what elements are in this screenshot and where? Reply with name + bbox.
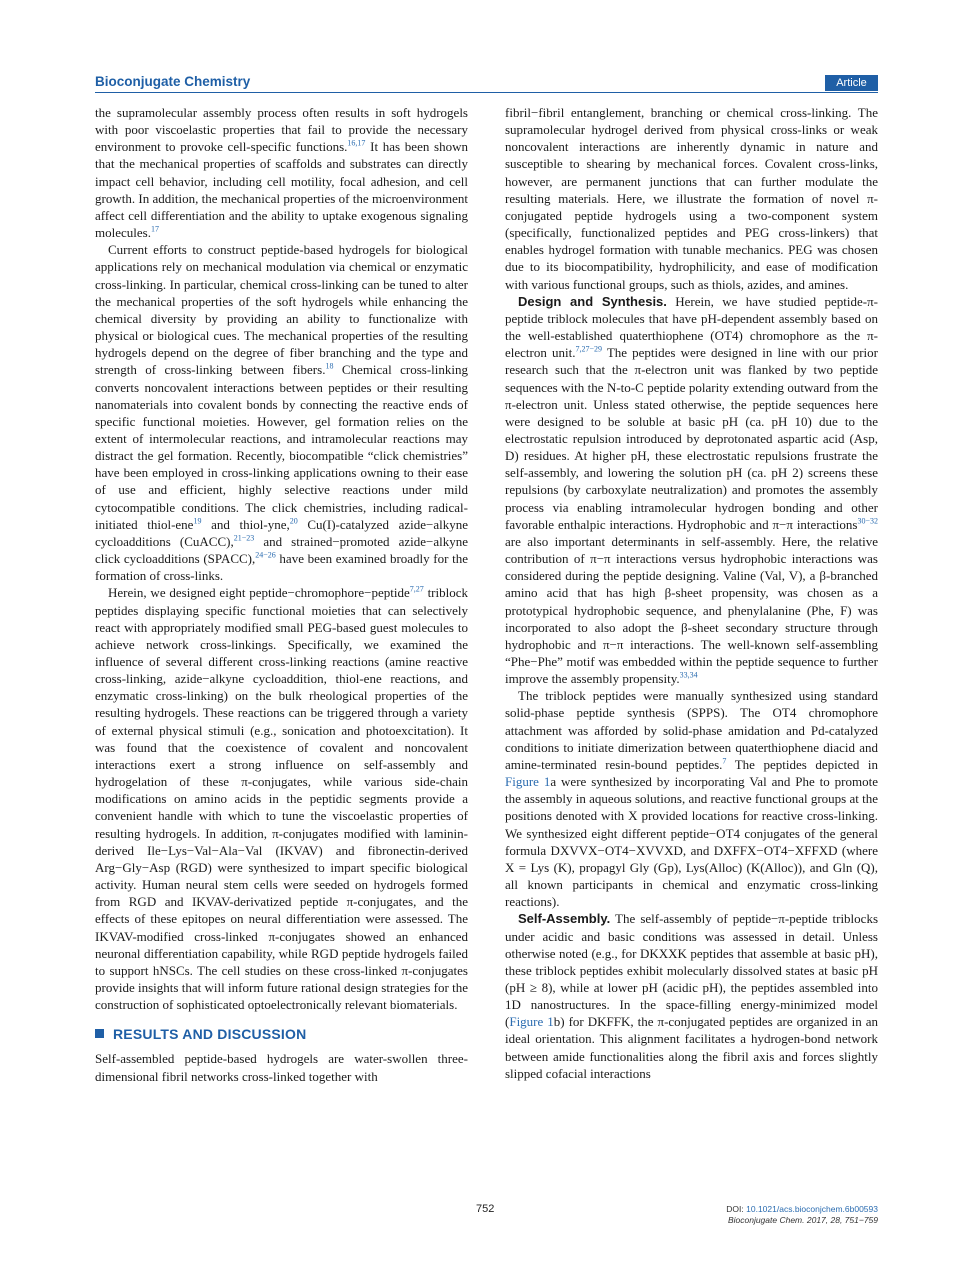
paragraph: Current efforts to construct peptide-based hydrogels for biological applications rely on mechanical modulation via chemical or enzymatic cross-linking. In particular, chemical cross-linking can be tuned to alter the mechanical properties of the soft hydrogels while enhancing the chemical diversity by providing an ability to functionalize with physical or biological cues. The mechanical properties of the resulting hydrogels depend on the degree of fiber branching and the type and strength of cross-linking between fibers.$^{18}$ Chemical cross-linking converts noncovalent interactions between peptides or their resulting nanomaterials into covalent bonds by connecting the reactive ends of specific functional moieties. However, gel formation relies on the extent of intermolecular reactions, and intramolecular reactions may distract the gel formation. Recently, biocompatible “click chemistries” have been employed in cross-linking applications owning to their ease of use and efficient, highly selective reactions under mild cytocompatible conditions. The click chemistries, including radical-initiated thiol-ene$^{19}$ and thiol-yne,$^{20}$ Cu(I)-catalyzed azide−alkyne cycloadditions (CuACC),$^{21-23}$ and strained−promoted azide−alkyne click cycloadditions (SPACC),$^{24-26}$ have been examined broadly for the formation of cross-links. xyxy=(95,242,469,584)
subsection-heading: Self-Assembly. xyxy=(518,911,611,927)
doi-block: DOI: 10.1021/acs.bioconjchem.6b00593 Bioconjugate Chem. 2017, 28, 751−759 xyxy=(726,1204,878,1225)
paragraph: Self-Assembly. The self-assembly of peptide−π-peptide triblocks under acidic and basic conditions was assessed in detail. Unless otherwise noted (e.g., for DKXXK peptides that assemble at basic pH), these triblock peptides exhibit molecularly dissolved states at basic pH (pH ≥ 8), while at lower pH (acidic pH), the peptides assembled into 1D nanostructures. In the space-filling energy-minimized model (Figure 1b) for DKFFK, the π-conjugated peptides are organized in an ideal orientation. This alignment facilitates a hydrogen-bond network between amide functionalities along the fibril axis and forces slightly slipped cofacial interactions xyxy=(505,911,878,1081)
reference-link[interactable]: 30−32 xyxy=(857,516,878,526)
figure-link[interactable]: Figure 1 xyxy=(509,1014,554,1030)
reference-link[interactable]: 24−26 xyxy=(255,550,276,560)
paragraph: Self-assembled peptide-based hydrogels are water-swollen three-dimensional fibril networks cross-linked together with xyxy=(95,1051,468,1084)
reference-link[interactable]: 33,34 xyxy=(679,670,698,680)
article-type-badge: Article xyxy=(825,75,878,91)
reference-link[interactable]: 17 xyxy=(150,224,159,234)
reference-link[interactable]: 18 xyxy=(325,362,334,372)
left-column xyxy=(95,104,468,1085)
paragraph: Herein, we designed eight peptide−chromophore−peptide$^{7,27}$ triblock peptides displaying specific functional moieties that can selectively react with appropriately modified small PEG-based guest molecules to achieve network cross-linkings. Specifically, we examined the influence of several different cross-linking reactions (amine reactive cross-linking, azide−alkyne cycloaddition, thiol-ene reactions, and enzymatic cross-linking) on the bulk rheological properties of the resulting hydrogels. These reactions can be triggered through a variety of external physical stimuli (e.g., sonication and photoexcitation). It was found that the coexistence of covalent and noncovalent interactions exert a strong influence on self-assembly and hydrogelation of these π-conjugates, while various side-chain modifications on amino acids in the peptidic segments provide a convenient handle with which to tune the viscoelastic properties of resulting hydrogels. In addition, π-conjugates modified with laminin-derived Ile−Lys−Val−Ala−Val (IKVAV) and fibronectin-derived Arg−Gly−Asp (RGD) were synthesized to impart specific biological activity. Human neural stem cells were seeded on hydrogels formed from RGD and IKVAV-derivatized peptide π-conjugates, and the effects of these epitopes on neural differentiation were assessed. The IKVAV-modified cross-linked π-conjugates showed an enhanced neuronal differentiation capability, while RGD peptide hydrogels failed to support hNSCs. The cell studies on these cross-linked π-conjugates provide insights that will inform future rational design strategies for the construction of sophisticated optoelectronically relevant biomaterials. xyxy=(95,585,469,1013)
reference-link[interactable]: 16,17 xyxy=(347,138,366,148)
reference-link[interactable]: 7,27−29 xyxy=(575,344,602,354)
reference-link[interactable]: 19 xyxy=(193,516,202,526)
figure-link[interactable]: Figure 1 xyxy=(505,774,551,790)
doi-link[interactable]: 10.1021/acs.bioconjchem.6b00593 xyxy=(746,1204,878,1214)
subsection-heading: Design and Synthesis. xyxy=(518,293,667,309)
reference-link[interactable]: 21−23 xyxy=(233,533,255,543)
section-heading: RESULTS AND DISCUSSION xyxy=(95,1026,468,1043)
header-rule xyxy=(95,92,878,93)
paragraph: Design and Synthesis. Herein, we have studied peptide-π-peptide triblock molecules that have pH-dependent assembly based on the well-established quaterthiophene (OT4) chromophore as the π-electron unit.$^{7,27-29}$ The peptides were designed in line with our prior research such that the π-electron unit was flanked by two peptide sequences with the N-to-C peptide polarity extending outward from the π-electron unit. Unless stated otherwise, the peptide sequences here were designed to be soluble at basic pH (ca. pH 10) due to the electrostatic repulsion introduced by deprotonated aspartic acid (Asp, D) residues. At higher pH, these electrostatic repulsions frustrate the self-assembly, and lowering the solution pH (ca. pH 2) screens these repulsions (by carboxylate neutralization) and promotes the assembly process via enabling intramolecular hydrogen bonding and other favorable enthalpic interactions. Hydrophobic and π−π interactions$^{30-32}$ are also important determinants in self-assembly. Here, the relative contribution of π−π interactions versus hydrophobic interactions was considered during the peptide designing. Valine (Val, V), a β-branched amino acid that has high β-sheet propensity, was chosen as a prototypical hydrophobic sequence, and phenylalanine (Phe, F) was incorporated to also adopt the β-sheet secondary structure through hydrophobic and π−π interactions. The well-known self-assembling “Phe−Phe” motif was embedded within the peptide sequence to further improve the assembly propensity.$^{33,34}$ xyxy=(505,293,879,687)
page-number: 752 xyxy=(476,1203,495,1215)
citation: Bioconjugate Chem. 2017, 28, 751−759 xyxy=(727,1214,878,1225)
reference-link[interactable]: 7,27 xyxy=(409,585,424,595)
paragraph: The triblock peptides were manually synthesized using standard solid-phase peptide synthesis (SPPS). The OT4 chromophore attachment was afforded by solid-phase amidation and Pd-catalyzed conditions to initiate dimerization between quaterthiophene diacid and amine-terminated resin-bound peptides.$^7$ The peptides depicted in Figure 1a were synthesized by incorporating Val and Phe to promote the assembly in aqueous solutions, and reactive functional groups at the positions denoted with X provided locations for reactive cross-linking. We synthesized eight different peptide−OT4 conjugates of the general formula DXVVX−OT4−XVVXD, and DXFFX−OT4−XFFXD (where X = Lys (K), propagyl Gly (Gp), Lys(Alloc) (K(Alloc)), and Gln (Q), all known participants in chemical and enzymatic cross-linking reactions). xyxy=(505,688,878,910)
reference-link[interactable]: 7 xyxy=(722,756,727,766)
reference-link[interactable]: 20 xyxy=(289,516,298,526)
paragraph: fibril−fibril entanglement, branching or chemical cross-linking. The supramolecular hydrogel derived from physical cross-links or weak noncovalent interactions are inherently dynamic in nature and susceptible to shearing by mechanical forces. Covalent cross-links, however, are permanent junctions that can further modulate the resulting materials. Here, we illustrate the formation of novel π-conjugated peptide hydrogels using a two-component system (specifically, functionalized peptides and PEG cross-linkers) that enables hydrogel formation with tunable mechanics. PEG was chosen due to its biocompatibility, hydrophilicity, and ease of modification with various functional groups, such as thiols, azides, and amines. xyxy=(505,105,878,292)
right-column xyxy=(505,104,878,1082)
square-bullet-icon xyxy=(95,1029,104,1038)
journal-title: Bioconjugate Chemistry xyxy=(95,74,251,89)
paragraph: the supramolecular assembly process often results in soft hydrogels with poor viscoelastic properties that fail to provide the necessary environment to provoke cell-specific functions.$^{16,17}$ It has been shown that the mechanical properties of scaffolds and substrates can directly impact cell behavior, including cell motility, focal adhesion, and cell growth. In addition, the mechanical properties of the microenvironment affect cell differentiation and the ability to uptake exogenous signaling molecules.$^{17}$ xyxy=(95,105,468,241)
